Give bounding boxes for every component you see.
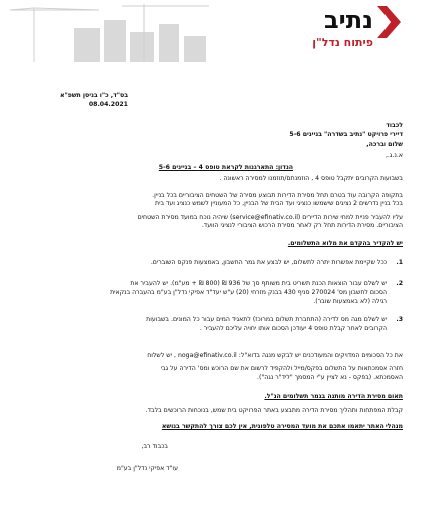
item-2-line-2: הסכום לחשבון מס' 270024 סניף 430 בבנק מזרחי (20) ע"ש יעד"ד אפיקי נדל"ן בע"מ בהעברה בנקאית <box>110 289 387 296</box>
greeting: שלום וברכה, <box>366 141 403 148</box>
paragraph-5: מנהלי האתר יתאמו אתכם את מועד המסירה טלפונית, אין לכם צורך להתקשר בנושא <box>161 423 403 430</box>
logo-name: נתיב <box>324 6 373 34</box>
logo-tagline: פיתוח נדל"ן <box>312 36 373 49</box>
item-1-text: ככל שקיימת אפשרות יתרה לתשלום, יש לבצע את גמר החשבון, באמצעות פנקס השוברים. <box>150 259 387 266</box>
closing-signature: עו"ד אפיקי נדל"ן בע"מ <box>116 465 178 472</box>
construction-skyline-icon <box>4 0 214 62</box>
gregorian-date: 08.04.2021 <box>88 101 128 108</box>
section-2-title: תאום מסירת הדירה מותנה בגמר תשלומים הנ"ל. <box>264 393 403 400</box>
paragraph-2-line-2: בכל בניין נדרשים 2 נציגים שישמשו כנציגי ועד הבית של הבניין, כל המעוניין לשמש כנציג ועד בית <box>155 200 403 207</box>
paragraph-2-line-1: בתקופה הקרובה עוד בטרם תחל מסירת הדירות תבוצע מסירה של השטחים הציבוריים בכל בניין. <box>152 192 403 199</box>
closing-regards: בכבוד רב, <box>141 443 168 450</box>
paragraph-4: קבלת המפתחות ותהליך מסירת הדירה מתבצע באתר הפרויקט בית שמש, בנוכחות הרוכשים בלבד. <box>145 407 403 414</box>
item-2-line-3: רגילה (לא באמצעות שובר). <box>313 298 387 305</box>
subject-line: הנדון: התארגנות לקראת טופס 4 – בניינים 5-6 <box>158 164 293 171</box>
item-2-line-1: יש לשלם עבור הוצאות הכנת תשריט בית משותף סך של 936 ₪ (800 ₪ + מע"מ). יש להעביר את <box>130 280 387 287</box>
paragraph-2-line-4: הציבוריים. מסירת הדירות תחל רק לאחר מסירת הרכוש הציבורי לנציגי הוועד. <box>201 222 403 229</box>
item-2-number: 2. <box>396 280 403 287</box>
section-1-title: יש להקדיר בהקדם את מלוא התשלומים. <box>287 240 403 247</box>
paragraph-3-line-3: האסמכתא. (בפקס - נא לציין ע"י המסמך "ליד"ר נגה"). <box>257 374 403 381</box>
hebrew-date: בס"ד, כ"ו בניסן תשפ"א <box>60 92 128 99</box>
logo-mark-icon <box>375 4 403 40</box>
item-1-number: 1. <box>396 259 403 266</box>
paragraph-2-line-3: עליו להעביר פניית למחי שירות הדיירים (service@efinativ.co.il) שיהיה נוכח במועד מסירת השטחים <box>137 214 403 221</box>
greeting-2: א.נ.ג., <box>385 152 403 159</box>
intro-paragraph: בשבועות הקרובים יתקבל טופס 4 , הוזמנתם/תוזמנו למסירה ראשונה . <box>219 175 403 182</box>
item-3-line-2: הקרובים לאחר קבלת טופס 4 יעודכן הסכום אותו יחויה עליכם להעביר . <box>199 325 387 332</box>
recipient-line-2: דיירי פרויקט "נתיב בשדרה" בניינים 5-6 <box>289 131 403 138</box>
item-3-number: 3. <box>396 316 403 323</box>
paragraph-3-line-1: את כל הסכומים המדויקים והמעודכנים יש לבקש מנגה בדוא"ל: noga@efinativ.co.il , יש לשלוח <box>147 352 403 359</box>
paragraph-3-line-2: חזרה אסמכתאות על התשלום בפקס/מייל ולהקפיד לרשום את שם הרוכש ומס' הדירה על גבי <box>160 365 403 372</box>
recipient-line-1: לכבוד <box>386 122 403 129</box>
nativ-logo <box>312 4 403 59</box>
item-3-line-1: יש לשלם מגה מס לדירה (התחברת תשלום במרוכז) לתאגיד המים עבור כל המונים. בשבועות <box>146 316 387 323</box>
letterhead <box>0 0 423 62</box>
